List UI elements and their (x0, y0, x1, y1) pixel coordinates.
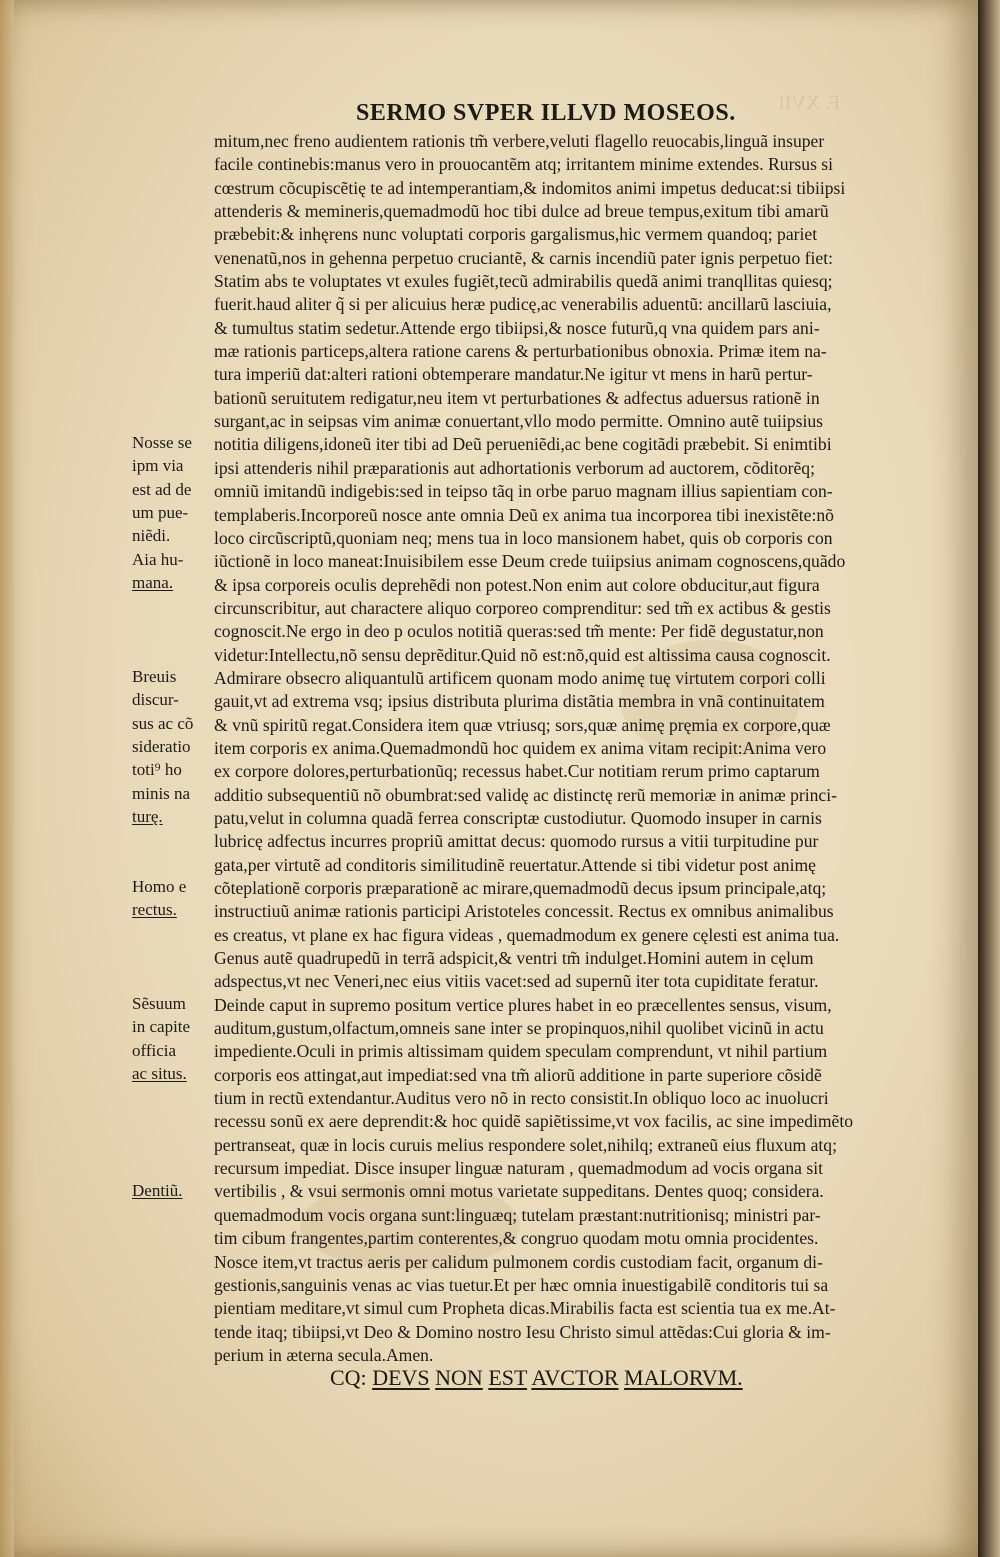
text-line: pientiam meditare,vt simul cum Propheta dicas.Mirabilis facta est scientia tua ex me.At- (214, 1298, 836, 1319)
text-line: fuerit.haud aliter q̃ si per alicuius heræ pudicę,ac venerabilis aduentũ: ancillarũ lasciuia, (214, 294, 832, 315)
text-line: corporis eos attingat,aut impediat:sed vna tm̃ aliorũ additione in parte superiore cõsidẽ (214, 1064, 822, 1085)
running-head: SERMO SVPER ILLVD MOSEOS. (356, 100, 736, 126)
text-line: cõteplationẽ corporis præparationẽ ac mirare,quemadmodũ decus ipsum principale,atq; (214, 878, 827, 898)
text-line: additio subsequentiũ nõ obumbrat:sed validę ac distinctę rerũ memoriæ in animæ princi- (214, 784, 837, 805)
text-line: & tumultus statim sedetur.Attende ergo tibiipsi,& nosce futurũ,q vna quidem pars ani- (214, 317, 820, 338)
heading-word: NON (435, 1365, 483, 1390)
marginal-gloss-line: est ad de (132, 479, 192, 499)
text-line: tim cibum frangentes,partim conterentes,& congruo quodam motu omnia procidentes. (214, 1228, 819, 1249)
marginal-gloss-line: turę. (132, 807, 163, 827)
text-line: Admirare obsecro aliquantulũ artificem quonam modo animę tuę virtutem corpori colli (214, 667, 826, 688)
marginal-gloss-line: minis na (132, 783, 191, 803)
text-line: vertibilis , & vsui sermonis omni motus varietate suppeditans. Dentes quoq; considera. (214, 1181, 824, 1202)
marginal-gloss-line: Homo e (132, 877, 187, 896)
text-line: præbebit:& inhęrens nunc voluptati corporis gargalismus,hic vermem quandoq; pariet (214, 224, 818, 245)
text-line: mæ rationis particeps,altera ratione carens & perturbationibus obnoxia. Primæ item na- (214, 341, 827, 362)
text-line: templaberis.Incorporeũ nosce ante omnia Deũ ex anima tua incorporea tibi inexistẽte:nõ (214, 504, 834, 525)
marginal-gloss-line: rectus. (132, 900, 177, 920)
text-line: auditum,gustum,olfactum,omneis sane inter se propinquos,nihil quolibet vicinũ in actu (214, 1018, 824, 1039)
heading-word: DEVS (372, 1365, 430, 1390)
marginal-gloss-4 (132, 875, 214, 922)
text-line: omniũ imitandũ indigebis:sed in teipso tãq in orbe paruo magnam illius sapientiam con- (214, 481, 833, 502)
marginal-gloss-line: mana. (132, 573, 174, 593)
marginal-gloss-line: niẽdi. (132, 526, 171, 546)
marginal-gloss-line: officia (132, 1040, 177, 1060)
text-line: patu,velut in columna quadã ferrea conscriptæ custodiutur. Quomodo insuper in carnis (214, 807, 822, 828)
marginal-gloss-line: Nosse se (132, 433, 192, 452)
text-line: Statim abs te voluptates vt exules fugiẽt,tecũ admirabilis quedã animi tranqllitas quiesq; (214, 271, 833, 292)
text-line: iũctionẽ in loco maneat:Inuisibilem esse Deum crede tuiipsius animam cognoscens,quãdo (214, 551, 846, 572)
text-line: tium in rectũ extendantur.Auditus vero nõ in recto consistit.In obliquo loco ac inuolucri (214, 1088, 829, 1109)
main-text-block (214, 130, 960, 1367)
page-edge (0, 0, 14, 1557)
text-line: videtur:Intellectu,nõ sensu deprẽditur.Quid nõ est:nõ,quid est altissima causa cognoscit. (214, 644, 831, 665)
text-line: cognoscit.Ne ergo in deo p oculos notitiã queras:sed tm̃ mente: Per fidẽ degustatur,non (214, 621, 824, 642)
heading-word: AVCTOR (531, 1365, 619, 1390)
text-line: Nosce item,vt tractus aeris per calidum pulmonem cordis custodiam facit, organum di- (214, 1251, 823, 1272)
heading-word: EST (488, 1365, 528, 1390)
paragraph-mark: CQ: (330, 1365, 367, 1390)
marginal-gloss-line: toti⁹ ho (132, 760, 182, 780)
marginal-gloss-line: sus ac cõ (132, 713, 194, 733)
marginal-gloss-line: Aia hu- (132, 550, 184, 569)
marginal-gloss-5 (132, 992, 214, 1085)
text-line: Deinde caput in supremo positum vertice plures habet in eo præcellentes sensus, visum, (214, 994, 832, 1015)
text-line: lubricę adfectus incurres propriũ amittat decus: quomodo rursus a vitii turpitudine pur (214, 831, 819, 852)
text-line: notitia diligens,idoneũ iter tibi ad Deũ perueniẽdi,ac bene cogitãdi præbebit. Si enimtibi (214, 434, 832, 455)
text-line: & ipsa corporeis oculis deprehẽdi non potest.Non enim aut colore obducitur,aut figura (214, 574, 820, 595)
text-line: loco circũscriptũ,quoniam neq; mens tua in loco mansionem habet, quis ob corporis con (214, 527, 833, 548)
marginal-gloss-2 (132, 548, 214, 595)
text-line: ex corpore dolores,perturbationũq; recessus habet.Cur notitiam rerum primo captarum (214, 761, 820, 782)
text-line: circunscribitur, aut charactere aliquo corporeo comprenditur: sed tm̃ ex actibus & gestis (214, 597, 831, 618)
marginal-gloss-line: Breuis (132, 667, 177, 686)
text-line: impediente.Oculi in primis altissimam quidem speculam comprendunt, vt nihil partium (214, 1041, 828, 1062)
text-line: bationũ seruitutem redigatur,neu item vt perturbationes & adfectus aduersus rationẽ in (214, 387, 820, 408)
text-line: instructiuũ animæ rationis participi Aristoteles concessit. Rectus ex omnibus animalibus (214, 901, 834, 922)
marginal-gloss-line: um pue- (132, 503, 189, 523)
text-line: gauit,vt ad extrema vsq; ipsius distributa plurima distãtia membra in vnã continuitatem (214, 691, 825, 712)
heading-word: MALORVM. (624, 1365, 743, 1390)
marginal-gloss-line: Dentiũ. (132, 1181, 183, 1200)
text-line: gestionis,sanguinis venas ac vias tuetur.Et per hæc omnia inuestigabilẽ conditoris tui sa (214, 1274, 829, 1295)
text-line: adspectus,vt nec Veneri,nec eius vitiis vacet:sed ad supernũ iter tota cupiditate feratur. (214, 971, 819, 992)
text-line: pertranseat, quæ in locis curuis melius respondere solet,nihilq; extraneũ eius fluxum atq; (214, 1134, 837, 1155)
marginal-gloss-line: Sẽsuum (132, 994, 186, 1013)
text-line: mitum,nec freno audientem rationis tm̃ verbere,veluti flagello reuocabis,linguã insuper (214, 131, 825, 151)
text-line: item corporis ex anima.Quemadmondũ hoc quidem ex anima vitam recipit:Anima vero (214, 737, 827, 758)
marginal-gloss-line: ac situs. (132, 1064, 187, 1084)
marginal-gloss-line: in capite (132, 1017, 191, 1037)
text-line: recessu sonũ ex aere deprendit:& hoc quidẽ sapiẽtissime,vt vox facilis, ac sine impedimẽto (214, 1111, 854, 1132)
marginal-gloss-line: sideratio (132, 737, 191, 757)
text-line: & vnũ spiritũ regat.Considera item quæ vtriusq; sors,quæ animę pręmia ex corpore,quæ (214, 714, 831, 735)
marginal-gloss-6 (132, 1179, 214, 1202)
text-line: gata,per virtutẽ ad conditoris similitudinẽ reuertatur.Attende si tibi videtur post animę (214, 854, 816, 875)
text-line: quemadmodum vocis organa sunt:linguæq; tutelam præstant:nutritionisq; ministri par- (214, 1204, 821, 1225)
text-line: Genus autẽ quadrupedũ in terrã adspicit,& ventri tm̃ indulget.Homini autem in cęlum (214, 948, 814, 969)
marginal-gloss-line: discur- (132, 690, 179, 710)
text-line: tende itaq; tibiipsi,vt Deo & Domino nostro Iesu Christo simul attẽdas:Cui gloria & im- (214, 1321, 831, 1342)
bleed-through-folio-number: F. XVII (778, 92, 840, 114)
text-line: recursum impediat. Disce insuper linguæ naturam , quemadmodum ad vocis organa sit (214, 1158, 823, 1179)
marginal-gloss-line: ipm via (132, 456, 184, 476)
text-line: cœstrum cõcupiscẽtię te ad intemperantiam,& indomitos animi impetus deducat:si tibiipsi (214, 177, 846, 198)
binding-gutter (978, 0, 1000, 1557)
text-line: facile continebis:manus vero in prouocantẽm atq; irritantem minime extendes. Rursus si (214, 154, 834, 175)
text-line: perium in æterna secula.Amen. (214, 1344, 434, 1365)
marginal-gloss-1 (132, 431, 214, 548)
text-line: attenderis & memineris,quemadmodũ hoc tibi dulce ad breue tempus,exitum tibi amarũ (214, 201, 829, 222)
text-line: venenatũ,nos in gehenna perpetuo cruciantẽ, & carnis incendiũ pater ignis perpetuo fiet: (214, 247, 833, 268)
text-line: ipsi attenderis nihil præparationis aut adhortationis verborum ad auctorem, cõditorẽq; (214, 457, 815, 478)
closing-heading (330, 1362, 850, 1394)
marginal-gloss-3 (132, 665, 214, 828)
text-line: tura imperiũ dat:alteri rationi obtemperare mandatur.Ne igitur vt mens in harũ pertur- (214, 364, 813, 385)
text-line: es creatus, vt plane ex hac figura videas , quemadmodum ex genere cęlesti est anima tua. (214, 924, 840, 945)
text-line: surgant,ac in seipsas vim animæ conuertant,vllo modo permitte. Omnino autẽ tuiipsius (214, 411, 824, 432)
